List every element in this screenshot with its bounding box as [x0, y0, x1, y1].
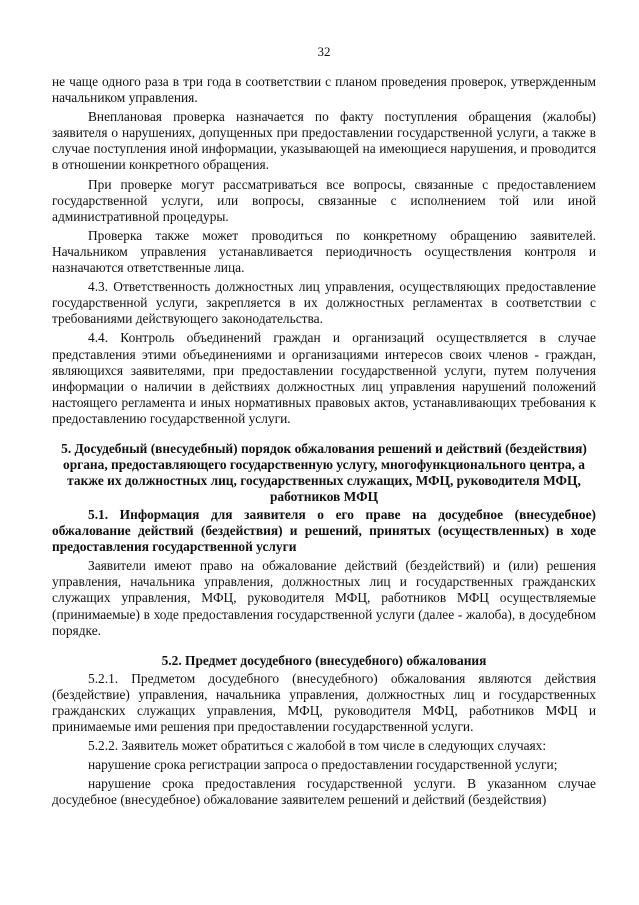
paragraph-inspection-by-request: Проверка также может проводиться по конкретному обращению заявителей. Начальником управления устанавливается периодичность осуществления контроля и назначаются ответственные лица. [52, 227, 596, 276]
paragraph-registration-violation: нарушение срока регистрации запроса о предоставлении государственной услуги; [88, 757, 558, 773]
paragraph-4-3: 4.3. Ответственность должностных лиц управления, осуществляющих предоставление государственной услуги, закрепляется в их должностных регламентах в соответствии с требованиями действующего законодательства. [52, 279, 596, 327]
paragraph-4-4: 4.4. Контроль объединений граждан и организаций осуществляется в случае представления этими объединениями и организациями интересов своих членов - граждан, являющихся заявителями, при предоставлении государственной услуги, путем получения информации о наличии в действиях должностных лиц управления нарушений положений настоящего регламента и иных нормативных правовых актов, устанавливающих требования к предоставлению государственной услуги. [52, 330, 596, 426]
paragraph-5-2-2: 5.2.2. Заявитель может обратиться с жалобой в том числе в следующих случаях: [88, 738, 547, 754]
paragraph-deadline-violation: нарушение срока предоставления государственной услуги. В указанном случае досудебное (внесудебное) обжалование заявителем решений и действий (бездействия) [52, 776, 596, 808]
section-5-heading: 5. Досудебный (внесудебный) порядок обжалования решений и действий (бездействия) органа, предоставляющего государственную услугу, многофункционального центра, а также их должностных лиц, государственных служащих, МФЦ, руководителя МФЦ, работников МФЦ [61, 440, 587, 504]
paragraph-continuation: не чаще одного раза в три года в соответствии с планом проведения проверок, утвержденным начальником управления. [52, 74, 596, 106]
paragraph-inspection-questions: При проверке могут рассматриваться все вопросы, связанные с предоставлением государственной услуги, или вопросы, связанные с исполнением той или иной административной процедуры. [52, 176, 596, 224]
section-5-2-heading: 5.2. Предмет досудебного (внесудебного) обжалования [161, 652, 487, 668]
paragraph-5-2-1: 5.2.1. Предметом досудебного (внесудебного) обжалования являются действия (бездействие) управления, начальника управления, должностных лиц и государственных гражданских служащих управления, МФЦ, руководителя МФЦ, работников МФЦ и принимаемые ими решения при предоставлении государственной услуги. [52, 670, 596, 735]
page-number: 32 [317, 44, 331, 59]
section-5-1-heading: 5.1. Информация для заявителя о его праве на досудебное (внесудебное) обжалование действий (бездействия) и решений, принятых (осуществленных) в ходе предоставления государственной услуги [52, 506, 596, 555]
paragraph-appeal-right: Заявители имеют право на обжалование действий (бездействий) и (или) решения управления, начальника управления, должностных лиц и государственных гражданских служащих управления, МФЦ, руководителя МФЦ, работников МФЦ осуществляемые (принимаемые) в ходе предоставления государственной услуги (далее - жалоба), в досудебном порядке. [52, 558, 596, 638]
document-body [52, 74, 596, 812]
paragraph-unscheduled-inspection: Внеплановая проверка назначается по факту поступления обращения (жалобы) заявителя о нарушениях, допущенных при предоставлении государственной услуги, а также в случае поступления иной информации, указывающей на имеющиеся нарушения, и проводится в отношении конкретного обращения. [52, 109, 596, 173]
